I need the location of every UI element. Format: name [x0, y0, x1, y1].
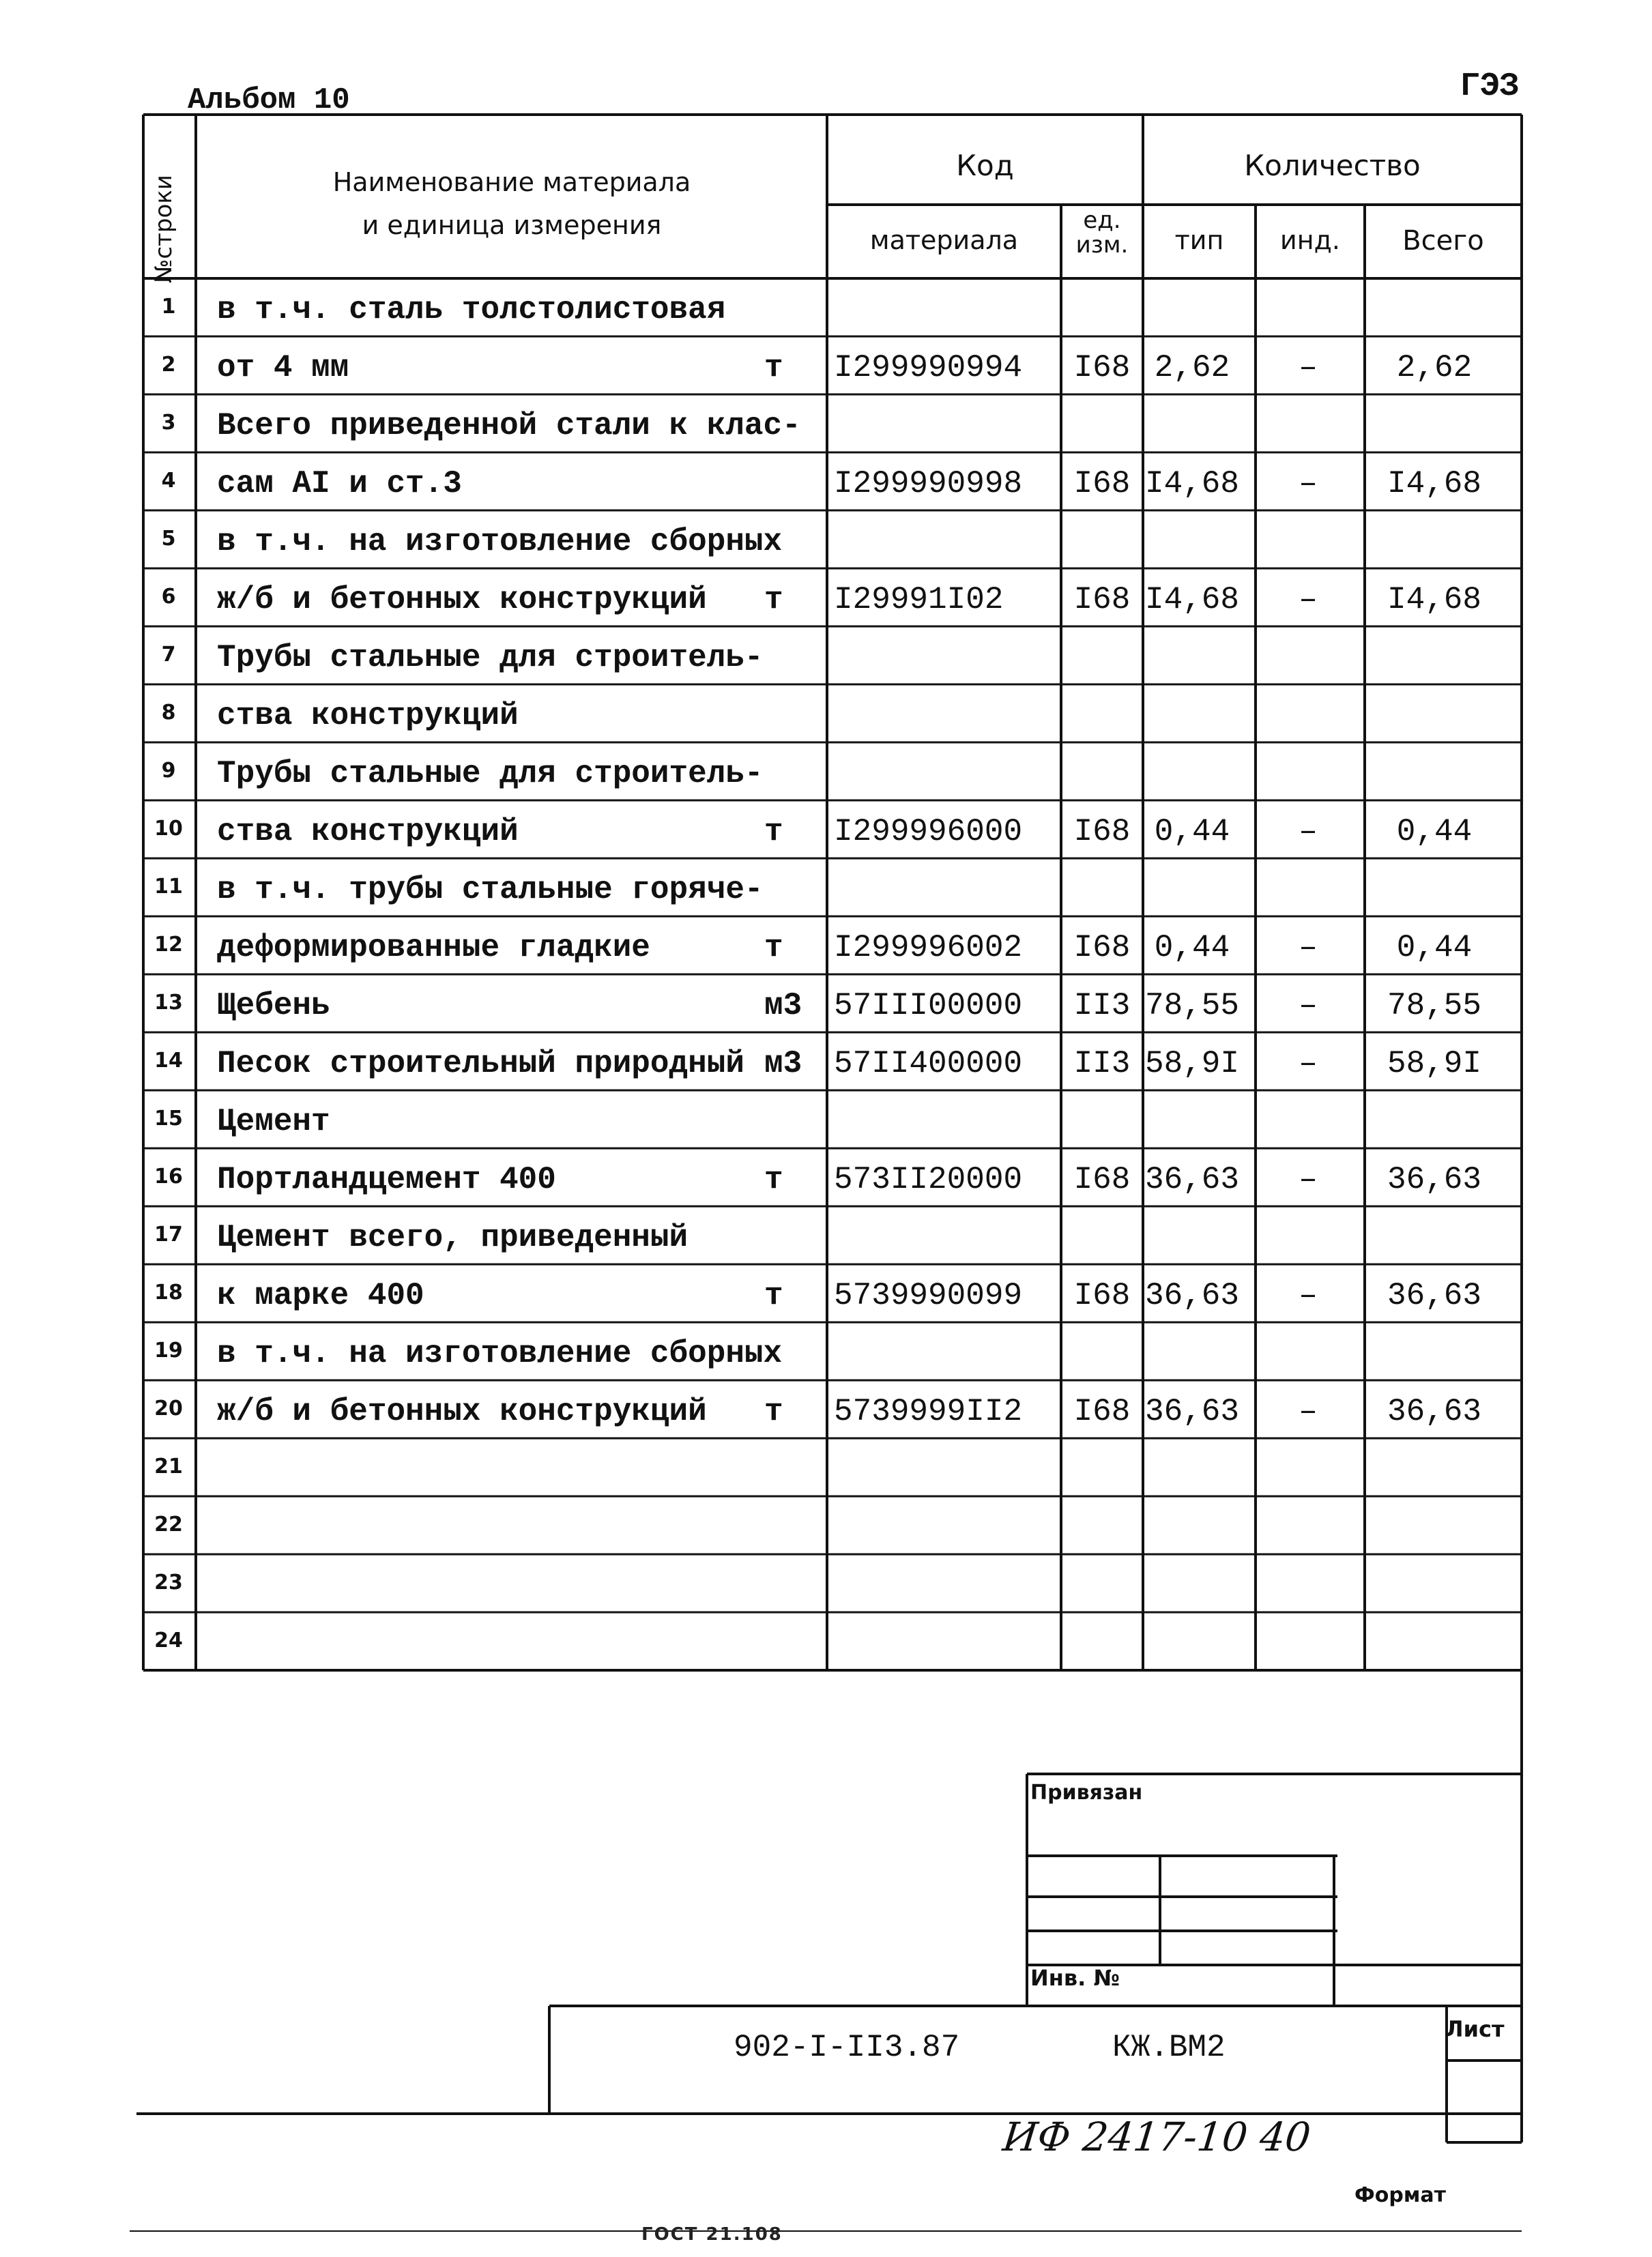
row-number: 3: [161, 411, 176, 435]
cell-ind: –: [1299, 930, 1318, 965]
cell-code: I299990994: [834, 350, 1023, 385]
cell-ed: I68: [1073, 930, 1131, 965]
row-number: 15: [154, 1107, 183, 1131]
cell-total: 58,9I: [1387, 1046, 1482, 1081]
cell-code: I299990998: [834, 466, 1023, 501]
cell-tip: 36,63: [1144, 1278, 1240, 1313]
cell-name: ства конструкций: [217, 698, 519, 733]
row-number: 17: [154, 1223, 183, 1247]
handwritten-number: ИФ 2417-10 40: [1000, 2114, 1313, 2160]
cell-unit: м3: [764, 1046, 802, 1081]
cell-unit: т: [764, 1394, 783, 1429]
cell-tip: 2,62: [1154, 350, 1230, 385]
row-number: 19: [154, 1339, 183, 1363]
cell-tip: I4,68: [1144, 466, 1240, 501]
row-number: 2: [161, 353, 176, 377]
cell-name: Трубы стальные для строитель-: [217, 640, 764, 675]
format-label: Формат: [1354, 2183, 1446, 2207]
cell-code: 5739990099: [834, 1278, 1023, 1313]
row-number: 1: [161, 295, 176, 319]
row-number: 8: [161, 701, 176, 725]
cell-ind: –: [1299, 1162, 1318, 1197]
cell-code: I299996000: [834, 814, 1023, 849]
cell-name: Цемент всего, приведенный: [217, 1220, 689, 1255]
cell-code: 573II20000: [834, 1162, 1023, 1197]
row-number: 18: [154, 1281, 183, 1305]
cell-name: Трубы стальные для строитель-: [217, 756, 764, 791]
cell-total: 78,55: [1387, 988, 1482, 1023]
cell-unit: т: [764, 582, 783, 617]
cell-total: 0,44: [1396, 814, 1473, 849]
cell-ed: I68: [1073, 350, 1131, 385]
cell-code: 57II400000: [834, 1046, 1023, 1081]
row-number: 6: [161, 585, 176, 609]
header-qty-type: тип: [1174, 225, 1224, 255]
cell-unit: т: [764, 1278, 783, 1313]
cell-total: 36,63: [1387, 1394, 1482, 1429]
cell-code: 57III00000: [834, 988, 1023, 1023]
cell-name: в т.ч. на изготовление сборных: [217, 524, 783, 559]
cell-ind: –: [1299, 1394, 1318, 1429]
header-code: Код: [956, 149, 1014, 182]
cell-ed: II3: [1073, 1046, 1131, 1081]
cell-total: 36,63: [1387, 1278, 1482, 1313]
cell-ed: I68: [1073, 814, 1131, 849]
cell-ind: –: [1299, 350, 1318, 385]
cell-name: в т.ч. сталь толстолистовая: [217, 292, 726, 327]
sheet-label: Лист: [1445, 2016, 1505, 2042]
stamp-privyazan: Привязан: [1030, 1781, 1143, 1805]
row-number: 4: [161, 469, 176, 493]
cell-tip: I4,68: [1144, 582, 1240, 617]
header-code-unit: ед. изм.: [1075, 207, 1129, 259]
cell-ind: –: [1299, 988, 1318, 1023]
cell-tip: 36,63: [1144, 1162, 1240, 1197]
row-number: 13: [154, 991, 183, 1015]
cell-code: I299996002: [834, 930, 1023, 965]
header-name-2: и единица измерения: [362, 210, 662, 240]
cell-ed: I68: [1073, 1278, 1131, 1313]
row-number: 5: [161, 527, 176, 551]
cell-total: 2,62: [1396, 350, 1473, 385]
cell-unit: т: [764, 1162, 783, 1197]
cell-name: Щебень: [217, 988, 330, 1023]
cell-name: Всего приведенной стали к клас-: [217, 408, 801, 443]
row-number: 24: [154, 1629, 183, 1652]
cell-tip: 78,55: [1144, 988, 1240, 1023]
row-number: 20: [154, 1397, 183, 1421]
album-label: Альбом 10: [188, 83, 350, 117]
row-number: 7: [161, 643, 176, 667]
cell-name: в т.ч. трубы стальные горяче-: [217, 872, 764, 907]
row-number: 23: [154, 1571, 183, 1595]
header-qty: Количество: [1244, 149, 1421, 182]
stamp-inv-no: Инв. №: [1030, 1965, 1120, 1991]
cell-ind: –: [1299, 814, 1318, 849]
row-number: 12: [154, 933, 183, 957]
cell-total: 0,44: [1396, 930, 1473, 965]
row-number: 21: [154, 1455, 183, 1479]
cell-ed: II3: [1073, 988, 1131, 1023]
header-name: Наименование материала: [332, 167, 691, 197]
header-rownum: №строки: [150, 175, 177, 283]
cell-name: сам AI и ст.3: [217, 466, 462, 501]
cell-tip: 0,44: [1154, 814, 1230, 849]
cell-ind: –: [1299, 1278, 1318, 1313]
gost-reference: ГОСТ 21.108: [641, 2224, 783, 2245]
cell-tip: 0,44: [1154, 930, 1230, 965]
cell-name: Портландцемент 400: [217, 1162, 556, 1197]
cell-code: 5739999II2: [834, 1394, 1023, 1429]
cell-ind: –: [1299, 1046, 1318, 1081]
cell-name: в т.ч. на изготовление сборных: [217, 1336, 783, 1371]
cell-unit: т: [764, 814, 783, 849]
cell-unit: т: [764, 930, 783, 965]
cell-name: Песок строительный природный: [217, 1046, 744, 1081]
header-qty-total: Всего: [1402, 225, 1484, 257]
row-number: 14: [154, 1049, 183, 1073]
cell-ind: –: [1299, 466, 1318, 501]
page-corner-mark: ГЭЗ: [1460, 68, 1520, 105]
cell-tip: 58,9I: [1144, 1046, 1240, 1081]
header-code-material: материала: [869, 225, 1019, 255]
row-number: 22: [154, 1513, 183, 1537]
cell-name: ства конструкций: [217, 814, 519, 849]
cell-name: ж/б и бетонных конструкций: [217, 582, 707, 617]
document-code: КЖ.ВМ2: [1112, 2030, 1226, 2065]
row-number: 9: [161, 759, 176, 783]
cell-code: I29991I02: [834, 582, 1004, 617]
cell-name: Цемент: [217, 1104, 330, 1139]
row-number: 10: [154, 817, 183, 841]
cell-ind: –: [1299, 582, 1318, 617]
cell-total: I4,68: [1387, 466, 1482, 501]
cell-name: от 4 мм: [217, 350, 349, 385]
row-number: 11: [154, 875, 183, 899]
cell-unit: м3: [764, 988, 802, 1023]
cell-total: I4,68: [1387, 582, 1482, 617]
cell-ed: I68: [1073, 582, 1131, 617]
cell-name: ж/б и бетонных конструкций: [217, 1394, 707, 1429]
cell-total: 36,63: [1387, 1162, 1482, 1197]
header-qty-ind: инд.: [1280, 225, 1340, 255]
cell-tip: 36,63: [1144, 1394, 1240, 1429]
cell-ed: I68: [1073, 466, 1131, 501]
cell-name: к марке 400: [217, 1278, 424, 1313]
cell-unit: т: [764, 350, 783, 385]
cell-name: деформированные гладкие: [217, 930, 650, 965]
row-number: 16: [154, 1165, 183, 1189]
cell-ed: I68: [1073, 1162, 1131, 1197]
cell-ed: I68: [1073, 1394, 1131, 1429]
document-number: 902-I-II3.87: [734, 2030, 960, 2065]
